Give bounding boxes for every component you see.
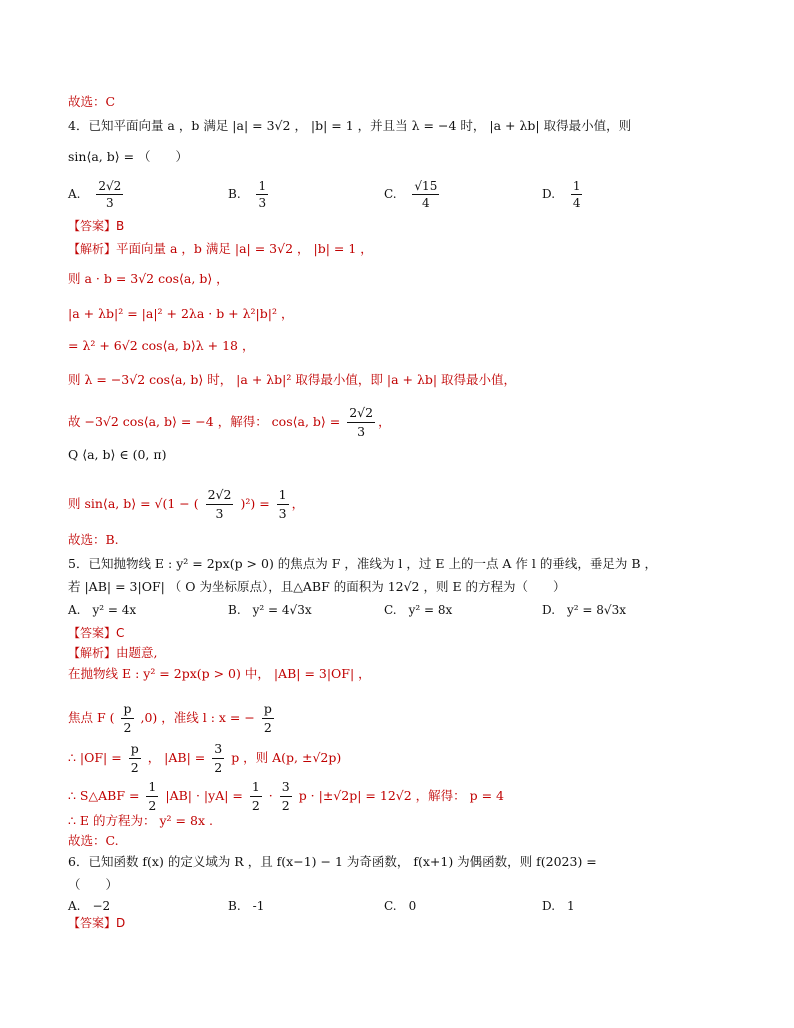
q5-analysis-line3	[68, 700, 277, 737]
q4-option-c-den: 4	[422, 196, 430, 210]
q5-stem-line1: 5．已知抛物线 E : y² = 2px(p > 0) 的焦点为 F ，准线为 l ，过 E 上的一点 A 作 l 的垂线，垂足为 B ，	[68, 556, 657, 571]
q4-analysis-line8: 则 sin⟨a, b⟩ = √(1 − ( $\frac{2√2}{3}$ )²) = $\frac{1}{3}$ ，	[68, 487, 305, 521]
q4-analysis-line5: 则 λ = −3√2 cos⟨a, b⟩ 时， |a + λb|² 取得最小值，即 |a + λb| 取得最小值，	[68, 372, 517, 387]
q5-analysis-line4	[68, 740, 341, 777]
q4-analysis-l8-num: 2√2	[206, 486, 234, 505]
q5-analysis-line5: ∴ S△ABF = $\frac{1}{2}$ |AB| · |yA| = $\frac{1}{2}$ · $\frac{3}{2}$ p · |±√2p| = 12√2 ，解得： p = 4	[68, 779, 505, 813]
q4-option-b-den: 3	[258, 196, 267, 210]
q5-analysis-l5-num3: 3	[280, 778, 292, 797]
q4-option-d	[542, 178, 585, 211]
q4-conclusion: 故选：B.	[68, 532, 119, 547]
q4-option-b-num: 1	[258, 179, 267, 193]
q6-option-c: C. 0	[384, 899, 417, 913]
q4-analysis-line1	[68, 240, 373, 258]
q4-option-b	[228, 178, 271, 211]
q4-option-d-label: D.	[542, 187, 556, 201]
q5-analysis-l3-text-a: 焦点 F (	[68, 710, 115, 725]
q5-option-a: A. y² = 4x	[68, 603, 137, 617]
q5-analysis-tag: 【解析】	[68, 646, 117, 660]
q4-option-c-num: √15	[414, 179, 438, 193]
q5-option-d: D. y² = 8√3x	[542, 603, 626, 617]
q6-answer: 【答案】D	[68, 916, 126, 930]
q5-analysis-l5-text-b: |AB| · |yA| =	[165, 788, 243, 803]
q6-option-a: A. −2	[68, 899, 111, 913]
q4-analysis-text1: 平面向量 a ，b 满足 |a| = 3√2 ， |b| = 1 ，	[116, 241, 373, 256]
q6-option-d: D. 1	[542, 899, 575, 913]
q4-option-c-label: C.	[384, 187, 397, 201]
q4-analysis-tag: 【解析】	[68, 242, 117, 256]
q4-analysis-l8-result-den: 3	[278, 506, 287, 521]
q5-analysis-l5-text-a: ∴ S△ABF =	[68, 788, 140, 803]
q5-analysis-l4-text-a: ∴ |OF| =	[68, 750, 122, 765]
q4-analysis-line7: Q ⟨a, b⟩ ∈ (0, π)	[68, 447, 167, 462]
q5-analysis-l3-num: p	[121, 700, 133, 719]
q5-analysis-l4-num: p	[129, 740, 141, 759]
q4-option-d-num: 1	[572, 179, 581, 193]
q4-analysis-line6: 故 −3√2 cos⟨a, b⟩ = −4 ，解得： cos⟨a, b⟩ = $\frac{2√2}{3}$ ，	[68, 405, 391, 439]
q4-option-a-label: A.	[68, 187, 81, 201]
q5-analysis-l3-text-b: ,0) ，准线 l : x = −	[140, 710, 255, 725]
q5-analysis-l4-den2: 2	[214, 760, 223, 775]
q6-option-b: B. -1	[228, 899, 265, 913]
q4-analysis-l8-text-b: )²) =	[240, 496, 270, 511]
q5-analysis-l5-den2: 2	[251, 798, 260, 813]
q4-stem-line2: sin⟨a, b⟩ = （ ）	[68, 149, 189, 164]
q5-option-c: C. y² = 8x	[384, 603, 453, 617]
q5-analysis-text1: 由题意,	[116, 645, 158, 660]
q5-analysis-line2: 在抛物线 E : y² = 2px(p > 0) 中， |AB| = 3|OF| ，	[68, 666, 371, 681]
q5-analysis-l3-den-2: 2	[263, 720, 272, 735]
q5-option-b: B. y² = 4√3x	[228, 603, 312, 617]
q4-analysis-l8-den: 3	[215, 506, 224, 521]
q4-option-a-num: 2√2	[98, 179, 122, 193]
q4-option-d-den: 4	[572, 196, 581, 210]
q4-option-c	[384, 178, 442, 211]
q4-option-a	[68, 178, 126, 211]
q6-stem-line2: （ ）	[68, 877, 119, 892]
q5-answer: 【答案】C	[68, 626, 125, 640]
q5-conclusion: 故选：C.	[68, 833, 119, 848]
q5-analysis-l4-text-b: ， |AB| =	[147, 750, 206, 765]
q5-analysis-l3-den: 2	[123, 720, 132, 735]
q4-option-b-label: B.	[228, 187, 241, 201]
q5-analysis-l5-den3: 2	[281, 798, 290, 813]
q5-analysis-l5-text-c: p · |±√2p| = 12√2 ，解得： p = 4	[298, 788, 505, 803]
q4-analysis-line2: 则 a · b = 3√2 cos⟨a, b⟩ ，	[68, 271, 229, 286]
q5-analysis-l5-den: 2	[148, 798, 157, 813]
q4-analysis-line4: = λ² + 6√2 cos⟨a, b⟩λ + 18 ，	[68, 338, 255, 353]
q4-analysis-l6-text: 故 −3√2 cos⟨a, b⟩ = −4 ，解得： cos⟨a, b⟩ =	[68, 414, 341, 429]
q4-analysis-l6-den: 3	[357, 424, 366, 439]
q5-stem-line2: 若 |AB| = 3|OF| （ O 为坐标原点），且△ABF 的面积为 12√2 ，则 E 的方程为（ ）	[68, 579, 566, 594]
q4-option-a-den: 3	[105, 196, 114, 210]
q4-analysis-line3: |a + λb|² = |a|² + 2λa · b + λ²|b|² ，	[68, 306, 294, 321]
q6-stem-line1: 6．已知函数 f(x) 的定义域为 R ，且 f(x−1) − 1 为奇函数， f(x+1) 为偶函数，则 f(2023) =	[68, 854, 597, 869]
q5-analysis-line1	[68, 644, 158, 662]
q4-analysis-l8-result-num: 1	[277, 486, 289, 505]
q4-analysis-l6-num: 2√2	[347, 404, 375, 423]
q5-analysis-l5-num2: 1	[250, 778, 262, 797]
q4-stem-line1: 4．已知平面向量 a ，b 满足 |a| = 3√2 ， |b| = 1 ，并且当 λ = −4 时， |a + λb| 取得最小值，则	[68, 118, 632, 133]
q5-analysis-l4-den: 2	[130, 760, 139, 775]
q5-analysis-l5-num: 1	[146, 778, 158, 797]
q5-analysis-l4-text-c: p ，则 A(p, ±√2p)	[231, 750, 342, 765]
q5-analysis-line6: ∴ E 的方程为： y² = 8x .	[68, 813, 213, 828]
q4-analysis-l8-text-a: 则 sin⟨a, b⟩ = √(1 − (	[68, 496, 199, 511]
q5-analysis-l4-num2: 3	[212, 740, 224, 759]
q4-answer: 【答案】B	[68, 219, 125, 233]
q3-conclusion: 故选：C	[68, 94, 116, 109]
q5-analysis-l3-num-2: p	[262, 700, 274, 719]
